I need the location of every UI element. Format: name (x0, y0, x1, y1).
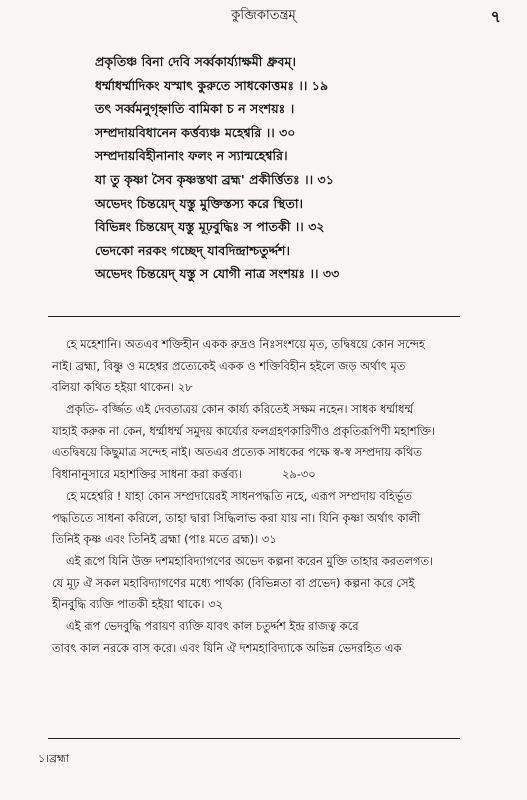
commentary-line: হে মহেশানি। অতএব শক্তিহীন একক রুদ্রও নিঃসংশয়ে মৃত, তদ্বিষয়ে কোন সন্দেহ (66, 337, 425, 351)
commentary-line: প্রকৃতি- বর্জ্জিত এই দেবতাত্রয় কোন কার্য্য করিতেই সক্ষম নহেন। সাধক ধর্ম্মাধর্ম্ম (66, 402, 414, 417)
running-header (0, 6, 527, 28)
commentary-line: তাবৎ কাল নরকে বাস করে। এবং যিনি ঐ দশমহাবিদ্যাকে অভিন্ন ভেদরহিত এক (52, 640, 402, 655)
verse-line: সম্প্রদায়বিধানেন কর্ত্তব্যঞ্চ মহেশ্বরি ।। ৩০ (95, 124, 296, 140)
running-title: কুব্জিকাতন্ত্রম্ (231, 8, 296, 23)
commentary-line: এতদ্বিষয়ে কিছুমাত্র সন্দেহ নাই। অতএব প্রত্যেক সাধকের পক্ষে স্ব-স্ব সম্প্রদায় কথিত (52, 445, 422, 460)
commentary-line: তিনিই কৃষ্ণ এবং তিনিই ব্রহ্মা (পাঃ মতে ব্রহ্ম)। ৩১ (52, 532, 277, 547)
verse-line: অভেদং চিন্তয়েদ্‌ যস্তু মুক্তিস্তস্য করে স্থিতা। (95, 195, 303, 211)
commentary-line: হীনবুদ্ধি ব্যক্তি পাতকী হইয়া থাকে। ৩২ (52, 597, 223, 612)
commentary-paragraph (52, 399, 472, 486)
commentary-paragraph (52, 616, 472, 659)
verse-reference: ২৯-৩০ (281, 467, 316, 482)
commentary-line: নাই। ব্রহ্মা, বিষ্ণু ও মহেশ্বর প্রত্যেকেই একক ও শক্তিবিহীন হইলে জড় অর্থাৎ মৃত (52, 358, 406, 373)
commentary-line: হে মহেশ্বরি ! যাহা কোন সম্প্রদায়েরই সাধনপদ্ধতি নহে, এরূপ সম্প্রদায় বহির্ভূত (66, 488, 412, 503)
footnote-divider (48, 738, 460, 739)
sanskrit-verses (95, 50, 515, 286)
page-number: ৭ (490, 7, 501, 26)
commentary-line: এই রূপে যিনি উক্ত দশমহাবিদ্যাগণের অভেদ কল্পনা করেন মুক্তি তাহার করতলগত। (66, 553, 434, 568)
commentary-line: পদ্ধতিতে সাধনা করিলে, তাহা দ্বারা সিদ্ধিলাভ করা যায় না। যিনি কৃষ্ণা অর্থাৎ কালী (52, 510, 421, 525)
commentary-paragraph (52, 551, 472, 616)
commentary-line: এই রূপ ভেদবুদ্ধি পরায়ণ ব্যক্তি যাবৎ কাল চতুর্দ্দশ ইন্দ্র রাজত্ব করে (66, 618, 359, 633)
commentary-text: বিধানানুসারে মহাশক্তির সাধনা করা কর্ত্তব্য। (52, 467, 242, 482)
verse-line: তৎ সর্ব্বমনুগৃহ্নাতি বামিকা চ ন সংশয়ঃ । (95, 101, 295, 117)
commentary-line: বলিয়া কথিত হইয়া থাকেন। ২৮ (52, 380, 193, 395)
commentary-paragraph (52, 486, 472, 551)
verse-line: ধর্ম্মাধর্ম্মাদিকং যস্মাৎ কুরুতে সাধকোত্তমঃ ।। ১৯ (95, 77, 329, 93)
bengali-commentary (52, 334, 472, 659)
commentary-line (52, 464, 472, 486)
footnote: ১।ব্রহ্মা (38, 752, 70, 765)
section-divider (48, 316, 460, 317)
verse-line: সম্প্রদায়বিহীনানাং ফলং ন স্যান্মহেশ্বরি। (95, 148, 288, 164)
verse-line: যা তু কৃষ্ণা সৈব কৃষ্ণস্তথা ব্রহ্ম' প্রকীর্ত্তিতঃ ।। ৩১ (95, 171, 334, 187)
commentary-line: যে মূঢ় ঐ সকল মহাবিদ্যাগণের মধ্যে পার্থক্য (বিভিন্নতা বা প্রভেদ) কল্পনা করে সেই (52, 575, 415, 590)
verse-line: বিভিন্নং চিন্তয়েদ্‌ যস্তু মূঢ়বুদ্ধিঃ স পাতকী ।। ৩২ (95, 219, 325, 235)
commentary-line: যাহাই করুক না কেন, ধর্ম্মাধর্ম্ম সমুদয় কার্য্যের ফলগ্রহণকারিণীও প্রকৃতিরূপিণী মহাশক্তি। (52, 423, 435, 438)
verse-line: প্রকৃতিঞ্চ বিনা দেবি সর্ব্বকার্য্যাক্ষমী ধ্রুবম্‌। (95, 54, 296, 69)
commentary-paragraph (52, 334, 472, 399)
verse-line: ভেদকো নরকং গচ্ছেদ্‌ যাবদিন্দ্রাশ্চতুর্দ্দশ। (95, 242, 291, 258)
verse-line: অভেদং চিন্তয়েদ্‌ যস্তু স যোগী নাত্র সংশয়ঃ ।। ৩৩ (95, 266, 340, 282)
